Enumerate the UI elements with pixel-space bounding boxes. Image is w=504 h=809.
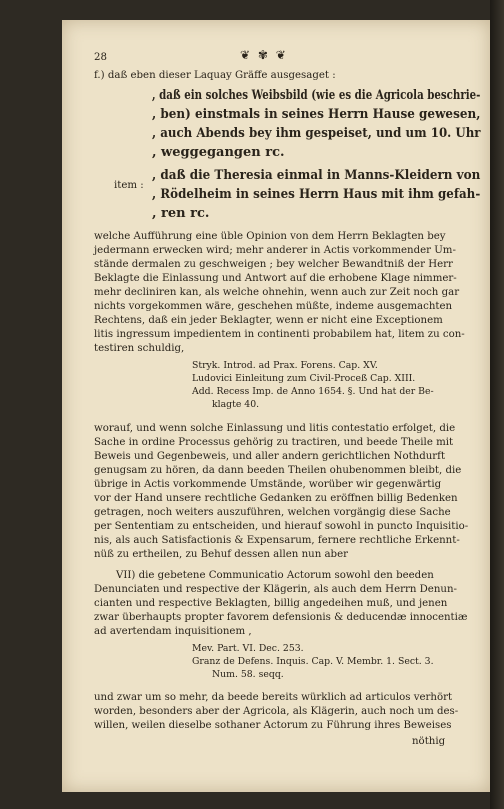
para3-line: VII) die gebetene Communicatio Actorum sowohl den beeden (116, 570, 434, 581)
item-label: item : (114, 180, 144, 191)
para2-line: per Sententiam zu entscheiden, und hierauf sowohl in puncto Inquisitio- (94, 521, 469, 532)
citation-line: Granz de Defens. Inquis. Cap. V. Membr. 1. Sect. 3. (192, 656, 434, 667)
para2-line: worauf, und wenn solche Einlassung und litis contestatio erfolget, die (94, 423, 456, 434)
paragraph-f: f.) daß eben dieser Laquay Gräffe ausgesaget : (94, 70, 336, 81)
para2-line: vor der Hand unsere rechtliche Gedanken zu eröffnen billig Bedenken (94, 493, 458, 504)
catchword: nöthig (412, 736, 446, 747)
para1-line: nichts vorgekommen wäre, geschehen müßte, indeme ausgemachten (94, 301, 453, 312)
para3-line: ad avertendam inquisitionem , (94, 626, 252, 637)
para1-line: jedermann erwecken wird; mehr anderer in Actis vorkommender Um- (94, 245, 456, 256)
para4-line: worden, besonders aber der Agricola, als Klägerin, auch noch um des- (94, 706, 459, 717)
para2-line: übrige in Actis vorkommende Umstände, worüber wir gegenwärtig (94, 479, 442, 490)
para1-line: welche Aufführung eine üble Opinion von dem Herrn Beklagten bey (94, 231, 446, 242)
quote2-line: , ren rc. (152, 206, 210, 221)
book-spine (490, 0, 504, 809)
citation-line: Mev. Part. VI. Dec. 253. (192, 643, 304, 654)
para1-line: mehr decliniren kan, als welche ohnehin, wenn auch zur Zeit noch gar (94, 287, 460, 298)
citation-line: Add. Recess Imp. de Anno 1654. §. Und hat der Be- (192, 386, 434, 397)
para1-line: Beklagte die Einlassung und Antwort auf die erhobene Klage nimmer- (94, 273, 457, 284)
quote2-line: , Rödelheim in seines Herrn Haus mit ihm gefah- (152, 187, 481, 202)
para4-line: willen, weilen dieselbe sothaner Actorum zu Führung ihres Beweises (94, 720, 452, 731)
para1-line: testiren schuldig, (94, 343, 185, 354)
citation-line: klagte 40. (212, 399, 260, 410)
para2-line: nis, als auch Satisfactionis & Expensarum, fernere rechtliche Erkennt- (94, 535, 460, 546)
para3-line: zwar überhaupts propter favorem defensionis & deducendæ innocentiæ (94, 612, 468, 623)
citation-line: Stryk. Introd. ad Prax. Forens. Cap. XV. (192, 360, 378, 371)
quote1-line: , auch Abends bey ihm gespeiset, und um 10. Uhr (152, 126, 481, 141)
para1-line: Rechtens, daß ein jeder Beklagter, wenn er nicht eine Exceptionem (94, 315, 443, 326)
quote1-line: , weggegangen rc. (152, 145, 285, 160)
para1-line: litis ingressum impedientem in continenti probabilem hat, litem zu con- (94, 329, 465, 340)
para2-line: getragen, noch weiters auszuführen, welchen vorgängig diese Sache (94, 507, 451, 518)
para3-line: cianten und respective Beklagten, billig angedeihen muß, und jenen (94, 598, 448, 609)
page-number: 28 (94, 52, 107, 63)
para2-line: Sache in ordine Processus gehörig zu tractiren, und beede Theile mit (94, 437, 454, 448)
para4-line: und zwar um so mehr, da beede bereits würklich ad articulos verhört (94, 692, 453, 703)
citation-line: Num. 58. seqq. (212, 669, 284, 680)
quote1-line: , daß ein solches Weibsbild (wie es die Agricola beschrie- (152, 88, 481, 103)
para2-line: genugsam zu hören, da dann beeden Theilen ohubenommen bleibt, die (94, 465, 462, 476)
document-page (62, 20, 490, 792)
para2-line: nüß zu ertheilen, zu Behuf dessen allen nun aber (94, 549, 348, 560)
para1-line: stände dermalen zu geschweigen ; bey welcher Bewandtniß der Herr (94, 259, 453, 270)
quote2-line: , daß die Theresia einmal in Manns-Kleidern von (152, 168, 481, 183)
header-ornament: ❦ ✾ ❦ (240, 48, 288, 62)
para3-line: Denunciaten und respective der Klägerin, als auch dem Herrn Denun- (94, 584, 457, 595)
quote1-line: , ben) einstmals in seines Herrn Hause gewesen, (152, 107, 481, 122)
para2-line: Beweis und Gegenbeweis, und aller andern gerichtlichen Nothdurft (94, 451, 446, 462)
citation-line: Ludovici Einleitung zum Civil-Proceß Cap. XIII. (192, 373, 416, 384)
